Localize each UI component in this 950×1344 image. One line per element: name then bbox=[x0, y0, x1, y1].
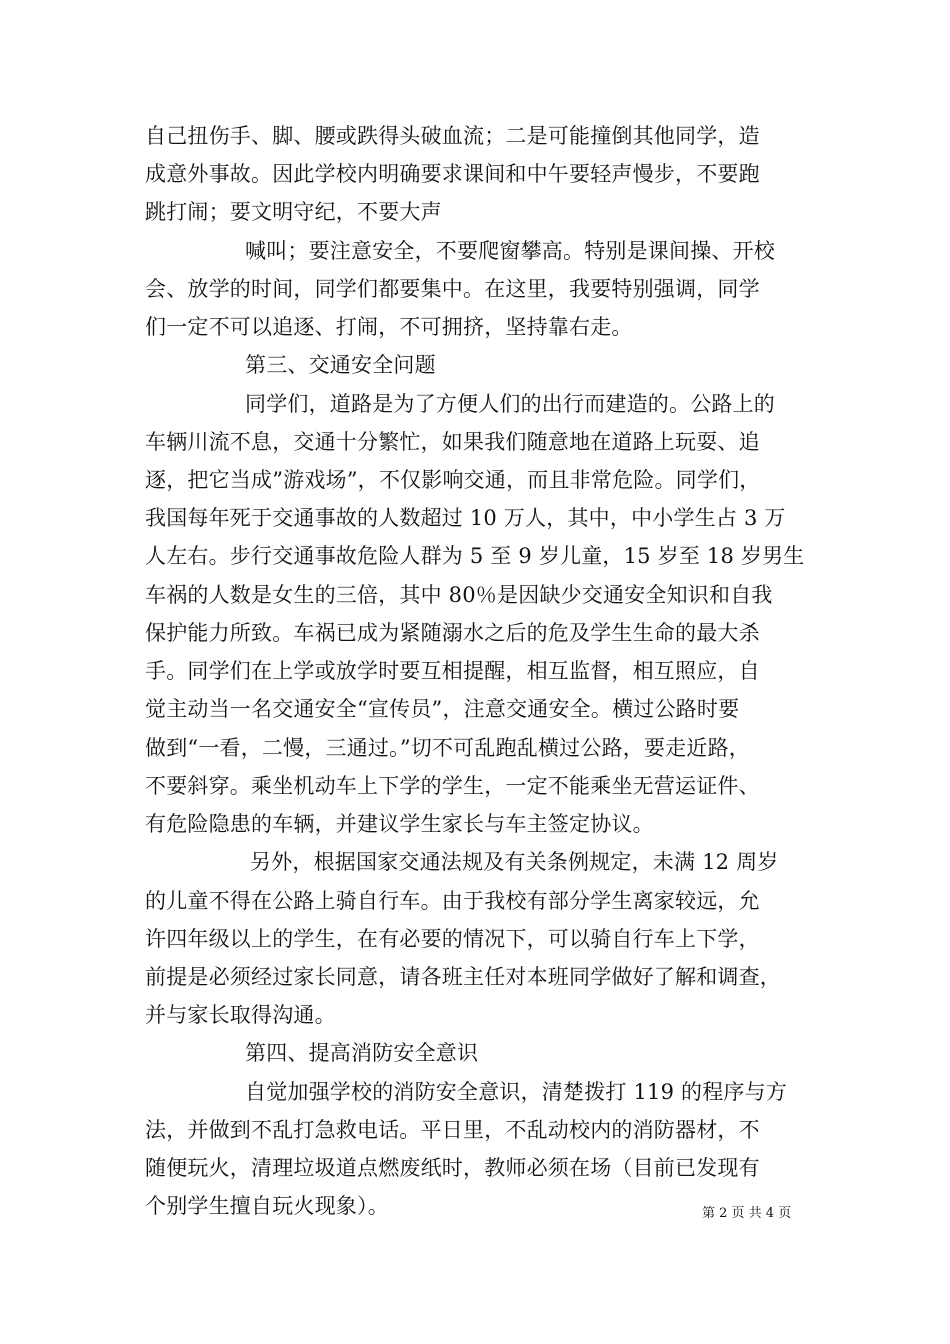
text-line: 喊叫；要注意安全，不要爬窗攀高。特别是课间操、开校 bbox=[245, 239, 775, 263]
text-line: 人左右。步行交通事故危险人群为 5 至 9 岁儿童，15 岁至 18 岁男生 bbox=[145, 544, 805, 568]
text-line: 觉主动当一名交通安全“宣传员”，注意交通安全。横过公路时要 bbox=[145, 697, 740, 721]
text-line: 个别学生擅自玩火现象）。 bbox=[145, 1194, 389, 1218]
text-line: 逐，把它当成”游戏场”，不仅影响交通，而且非常危险。同学们， bbox=[145, 468, 761, 492]
text-line: 自觉加强学校的消防安全意识，清楚拨打 119 的程序与方 bbox=[245, 1080, 788, 1104]
text-line: 成意外事故。因此学校内明确要求课间和中午要轻声慢步，不要跑 bbox=[145, 162, 760, 186]
text-line: 法，并做到不乱打急救电话。平日里，不乱动校内的消防器材，不 bbox=[145, 1118, 760, 1142]
text-line: 有危险隐患的车辆，并建议学生家长与车主签定协议。 bbox=[145, 812, 654, 836]
text-line: 们一定不可以追逐、打闹，不可拥挤，坚持靠右走。 bbox=[145, 315, 633, 339]
text-line: 另外，根据国家交通法规及有关条例规定，未满 12 周岁 bbox=[250, 850, 779, 874]
text-line: 手。同学们在上学或放学时要互相提醒，相互监督，相互照应，自 bbox=[145, 659, 760, 683]
section-heading: 第四、提高消防安全意识 bbox=[245, 1041, 479, 1065]
text-line: 许四年级以上的学生，在有必要的情况下，可以骑自行车上下学， bbox=[145, 927, 760, 951]
text-line: 前提是必须经过家长同意，请各班主任对本班同学做好了解和调查， bbox=[145, 965, 781, 989]
text-line: 不要斜穿。乘坐机动车上下学的学生，一定不能乘坐无营运证件、 bbox=[145, 774, 760, 798]
text-line: 会、放学的时间，同学们都要集中。在这里，我要特别强调，同学 bbox=[145, 277, 760, 301]
text-line: 随便玩火，清理垃圾道点燃废纸时，教师必须在场（目前已发现有 bbox=[145, 1156, 760, 1180]
text-line: 保护能力所致。车祸已成为紧随溺水之后的危及学生生命的最大杀 bbox=[145, 621, 760, 645]
text-line: 同学们，道路是为了方便人们的出行而建造的。公路上的 bbox=[245, 392, 775, 416]
text-line: 并与家长取得沟通。 bbox=[145, 1003, 336, 1027]
text-line: 跳打闹；要文明守纪，不要大声 bbox=[145, 200, 442, 224]
text-line: 做到“一看，二慢，三通过。”切不可乱跑乱横过公路，要走近路， bbox=[145, 736, 750, 760]
text-line: 车辆川流不息，交通十分繁忙，如果我们随意地在道路上玩耍、追 bbox=[145, 430, 760, 454]
text-line: 的儿童不得在公路上骑自行车。由于我校有部分学生离家较远，允 bbox=[145, 889, 760, 913]
text-line: 车祸的人数是女生的三倍，其中 80％是因缺少交通安全知识和自我 bbox=[145, 583, 773, 607]
page-number: 第 2 页 共 4 页 bbox=[702, 1206, 792, 1221]
text-line: 我国每年死于交通事故的人数超过 10 万人，其中，中小学生占 3 万 bbox=[145, 506, 786, 530]
text-line: 自己扭伤手、脚、腰或跌得头破血流；二是可能撞倒其他同学，造 bbox=[145, 124, 760, 148]
section-heading: 第三、交通安全问题 bbox=[245, 353, 436, 377]
